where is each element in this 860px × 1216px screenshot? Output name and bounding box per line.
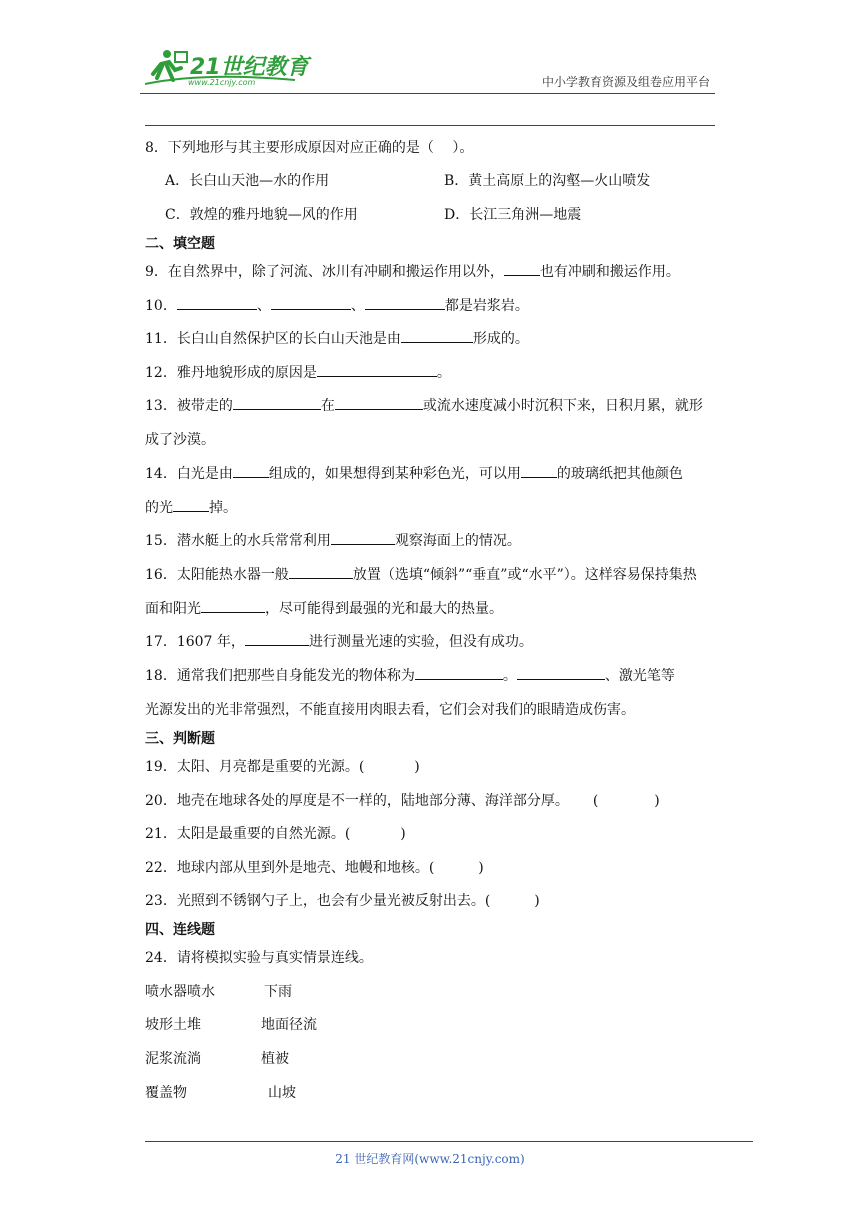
question-19-text: 19．太阳、月亮都是重要的光源。( xyxy=(145,759,365,775)
question-13-text-b: 在 xyxy=(320,398,335,414)
answer-paren-space[interactable] xyxy=(490,891,534,905)
match-left-item[interactable]: 坡形土堆 xyxy=(145,1017,201,1033)
answer-blank[interactable] xyxy=(335,395,423,410)
match-left-item[interactable]: 覆盖物 xyxy=(145,1085,187,1101)
footer-divider xyxy=(145,1141,753,1142)
question-16-text-c: 面和阳光 xyxy=(145,601,201,617)
question-14-text-d: 的光 xyxy=(145,500,173,516)
answer-blank[interactable] xyxy=(245,631,309,646)
question-18-line-2: 光源发出的光非常强烈，不能直接用肉眼去看，它们会对我们的眼睛造成伤害。 xyxy=(145,702,635,718)
question-23-text: 23．光照到不锈钢勺子上，也会有少量光被反射出去。( xyxy=(145,893,491,909)
question-13-line-2: 成了沙漠。 xyxy=(145,432,215,448)
question-15-text-a: 15．潜水艇上的水兵常常利用 xyxy=(145,533,331,549)
question-12-text-b: 。 xyxy=(436,365,451,381)
logo-text: 21世纪教育 xyxy=(190,55,309,80)
match-left-item[interactable]: 喷水器喷水 xyxy=(145,984,215,1000)
paren-close: ) xyxy=(400,826,406,842)
paren-open: ( xyxy=(592,793,599,809)
answer-blank[interactable] xyxy=(233,463,269,478)
question-16 xyxy=(145,564,697,584)
paren-close: ) xyxy=(478,860,484,876)
question-22 xyxy=(145,857,484,877)
answer-paren-space[interactable] xyxy=(434,858,478,872)
question-9-text-b: 也有冲刷和搬运作用。 xyxy=(539,264,680,280)
question-8-option-b: B．黄土高原上的沟壑—火山喷发 xyxy=(444,173,651,189)
answer-paren-space[interactable] xyxy=(350,824,400,838)
question-16-line-2 xyxy=(145,598,503,618)
question-9-text-a: 9．在自然界中，除了河流、冰川有冲刷和搬运作用以外， xyxy=(145,264,504,280)
match-right-item[interactable]: 山坡 xyxy=(268,1085,296,1101)
question-14-text-a: 14．白光是由 xyxy=(145,466,233,482)
answer-blank[interactable] xyxy=(317,362,437,377)
question-9 xyxy=(145,261,680,281)
answer-blank[interactable] xyxy=(521,463,557,478)
question-12 xyxy=(145,362,451,382)
question-21 xyxy=(145,823,406,843)
question-18 xyxy=(145,665,675,685)
separator: 、 xyxy=(350,298,365,314)
question-14-text-c: 的玻璃纸把其他颜色 xyxy=(556,466,683,482)
answer-blank[interactable] xyxy=(177,295,257,310)
paren-close: ) xyxy=(414,759,420,775)
section-matching-title: 四、连线题 xyxy=(145,922,215,938)
question-15 xyxy=(145,530,521,550)
logo-url: www.21cnjy.com xyxy=(188,78,256,87)
answer-blank[interactable] xyxy=(517,665,605,680)
question-18-text-b: 。 xyxy=(502,668,517,684)
question-16-text-d: ，尽可能得到最强的光和最大的热量。 xyxy=(265,601,503,617)
answer-blank[interactable] xyxy=(365,295,445,310)
match-right-item[interactable]: 下雨 xyxy=(264,984,292,1000)
question-18-text-a: 18．通常我们把那些自身能发光的物体称为 xyxy=(145,668,415,684)
question-10-number: 10． xyxy=(145,298,177,314)
question-17-text-b: 进行测量光速的实验，但没有成功。 xyxy=(308,634,533,650)
header-divider xyxy=(140,93,715,94)
content-top-divider xyxy=(145,125,715,126)
question-8-stem: 8．下列地形与其主要形成原因对应正确的是（ ）。 xyxy=(145,140,474,156)
answer-blank[interactable] xyxy=(415,665,503,680)
question-14-text-e: 掉。 xyxy=(209,500,237,516)
section-true-false-title: 三、判断题 xyxy=(145,731,215,747)
answer-blank[interactable] xyxy=(331,530,395,545)
question-20-text: 20．地壳在地球各处的厚度是不一样的，陆地部分薄、海洋部分厚。 xyxy=(145,793,569,809)
question-17-text-a: 17．1607 年， xyxy=(145,634,245,650)
paren-close: ) xyxy=(534,893,540,909)
question-13 xyxy=(145,395,703,415)
question-14-text-b: 组成的，如果想得到某种彩色光，可以用 xyxy=(268,466,521,482)
answer-blank[interactable] xyxy=(233,395,321,410)
question-11-text-b: 形成的。 xyxy=(472,331,529,347)
answer-blank[interactable] xyxy=(173,497,209,512)
paren-close: ) xyxy=(654,793,660,809)
question-11-text-a: 11．长白山自然保护区的长白山天池是由 xyxy=(145,331,401,347)
question-18-text-c: 、激光笔等 xyxy=(604,668,675,684)
question-8-option-d: D．长江三角洲—地震 xyxy=(444,207,582,223)
match-left-item[interactable]: 泥浆流淌 xyxy=(145,1051,201,1067)
match-right-item[interactable]: 地面径流 xyxy=(261,1017,317,1033)
question-21-text: 21．太阳是最重要的自然光源。( xyxy=(145,826,351,842)
answer-blank[interactable] xyxy=(401,328,473,343)
question-13-text-a: 13．被带走的 xyxy=(145,398,233,414)
question-10 xyxy=(145,295,529,315)
answer-paren-space[interactable] xyxy=(598,791,654,805)
question-13-text-c: 或流水速度减小时沉积下来，日积月累，就形 xyxy=(422,398,703,414)
question-17 xyxy=(145,631,533,651)
question-16-text-a: 16．太阳能热水器一般 xyxy=(145,567,289,583)
question-20 xyxy=(145,790,660,810)
footer-link[interactable]: 21 世纪教育网(www.21cnjy.com) xyxy=(335,1152,525,1166)
question-15-text-b: 观察海面上的情况。 xyxy=(394,533,521,549)
section-fill-blank-title: 二、填空题 xyxy=(145,236,215,252)
question-24-stem: 24．请将模拟实验与真实情景连线。 xyxy=(145,950,373,966)
answer-blank[interactable] xyxy=(504,261,540,276)
match-right-item[interactable]: 植被 xyxy=(261,1051,289,1067)
question-10-text: 都是岩浆岩。 xyxy=(444,298,529,314)
question-19 xyxy=(145,756,420,776)
question-8-option-c: C．敦煌的雅丹地貌—风的作用 xyxy=(165,207,358,223)
answer-paren-space[interactable] xyxy=(364,757,414,771)
separator: 、 xyxy=(256,298,271,314)
question-14 xyxy=(145,463,683,483)
answer-blank[interactable] xyxy=(271,295,351,310)
question-12-text-a: 12．雅丹地貌形成的原因是 xyxy=(145,365,317,381)
answer-blank[interactable] xyxy=(201,598,265,613)
question-23 xyxy=(145,890,540,910)
question-8-option-a: A．长白山天池—水的作用 xyxy=(165,173,330,189)
question-11 xyxy=(145,328,529,348)
answer-blank[interactable] xyxy=(289,564,353,579)
header-platform-text: 中小学教育资源及组卷应用平台 xyxy=(541,75,710,89)
question-14-line-2 xyxy=(145,497,237,517)
question-22-text: 22．地球内部从里到外是地壳、地幔和地核。( xyxy=(145,860,435,876)
question-16-text-b: 放置（选填“倾斜”“垂直”或“水平”）。这样容易保持集热 xyxy=(352,567,697,583)
